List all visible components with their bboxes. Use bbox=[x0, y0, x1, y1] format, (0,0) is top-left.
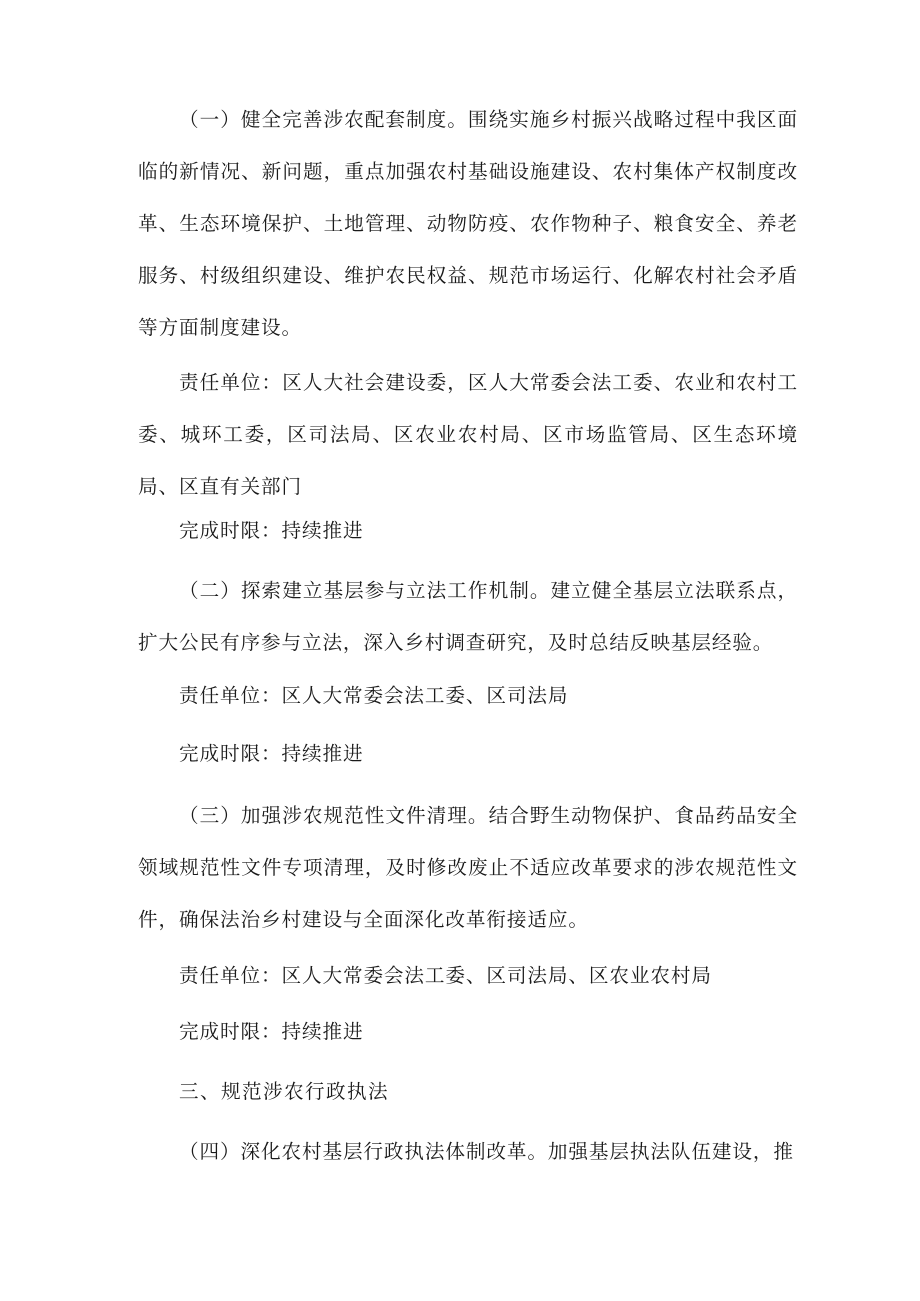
paragraph-responsibility-1: 责任单位：区人大社会建设委，区人大常委会法工委、农业和农村工委、城环工委，区司法局、区农业农村局、区市场监管局、区生态环境局、区直有关部门 bbox=[138, 371, 798, 498]
paragraph-responsibility-2: 责任单位：区人大常委会法工委、区司法局 bbox=[179, 684, 569, 707]
paragraph-item-2: （二）探索建立基层参与立法工作机制。建立健全基层立法联系点，扩大公民有序参与立法，深入乡村调查研究，及时总结反映基层经验。 bbox=[138, 579, 798, 654]
paragraph-item-4: （四）深化农村基层行政执法体制改革。加强基层执法队伍建设，推 bbox=[179, 1140, 794, 1163]
paragraph-deadline-2: 完成时限：持续推进 bbox=[179, 742, 364, 765]
paragraph-item-1: （一）健全完善涉农配套制度。围绕实施乡村振兴战略过程中我区面临的新情况、新问题，重点加强农村基础设施建设、农村集体产权制度改革、生态环境保护、土地管理、动物防疫、农作物种子、粮食安全、养老服务、村级组织建设、维护农民权益、规范市场运行、化解农村社会矛盾等方面制度建设。 bbox=[138, 108, 798, 339]
paragraph-deadline-3: 完成时限：持续推进 bbox=[179, 1020, 364, 1043]
paragraph-item-3: （三）加强涉农规范性文件清理。结合野生动物保护、食品药品安全领域规范性文件专项清理，及时修改废止不适应改革要求的涉农规范性文件，确保法治乡村建设与全面深化改革衔接适应。 bbox=[138, 804, 798, 931]
paragraph-responsibility-3: 责任单位：区人大常委会法工委、区司法局、区农业农村局 bbox=[179, 964, 712, 987]
paragraph-deadline-1: 完成时限：持续推进 bbox=[179, 519, 364, 542]
section-heading: 三、规范涉农行政执法 bbox=[179, 1080, 389, 1103]
